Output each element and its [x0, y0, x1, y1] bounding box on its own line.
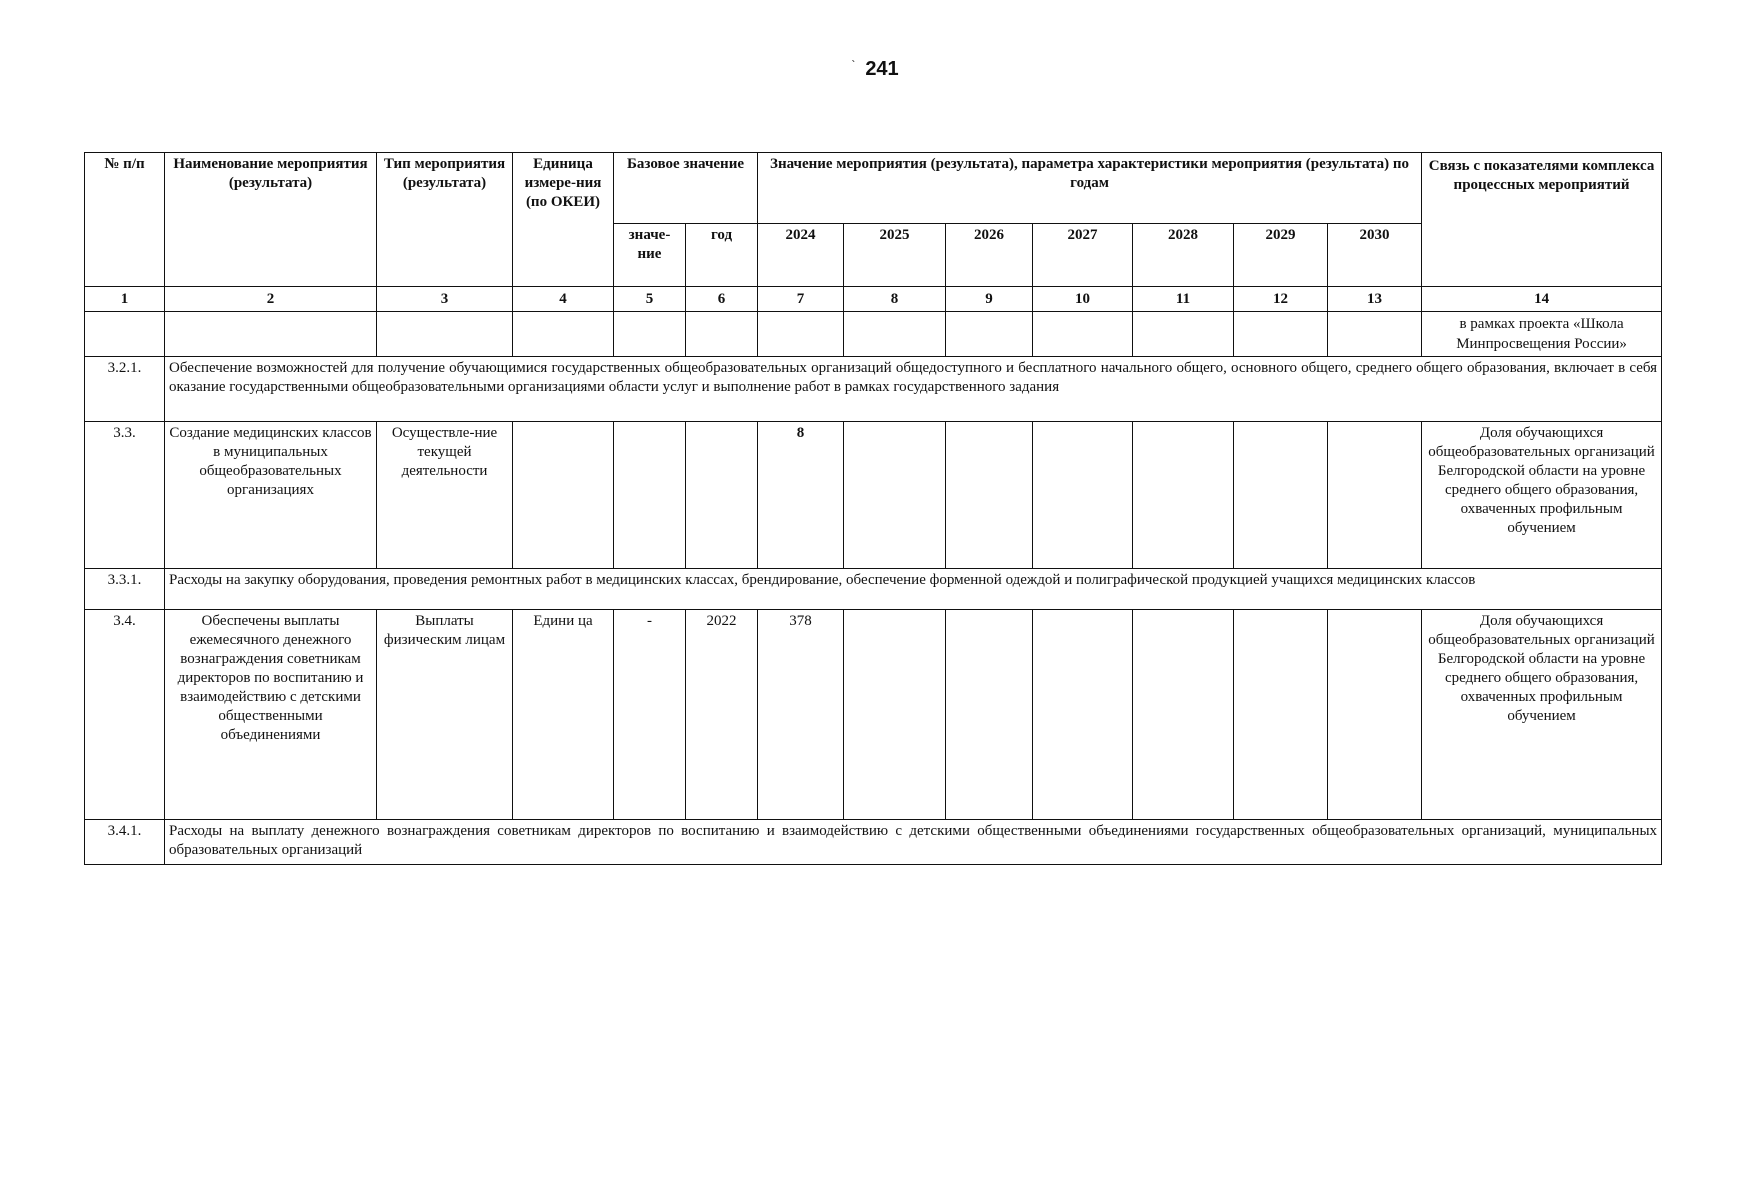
column-number: 10: [1033, 287, 1133, 312]
header-type: Тип мероприятия (результата): [377, 153, 513, 287]
header-link: Связь с показателями комплекса процессных мероприятий: [1422, 153, 1662, 287]
row-number: 3.3.1.: [85, 569, 165, 610]
header-year-2030: 2030: [1328, 224, 1422, 287]
column-number: 14: [1422, 287, 1662, 312]
table-row-3-4: [85, 610, 1662, 820]
base-year: 2022: [686, 610, 758, 820]
column-number: 2: [165, 287, 377, 312]
activity-type: Выплаты физическим лицам: [377, 610, 513, 820]
header-year-2029: 2029: [1234, 224, 1328, 287]
column-number: 11: [1133, 287, 1234, 312]
table-row-3-2-1: [85, 357, 1662, 422]
row-description: Обеспечение возможностей для получение обучающимися государственных общеобразовательных организаций общедоступного и бесплатного начального общего, основного общего, среднего общего образования, включает в себя оказание государственными общеобразовательными организациями области услуг и выполнение работ в рамках государственного задания: [165, 357, 1662, 422]
value-2024: 378: [758, 610, 844, 820]
row-description: Расходы на закупку оборудования, проведения ремонтных работ в медицинских классах, брендирование, обеспечение форменной одеждой и полиграфической продукцией учащихся медицинских классов: [165, 569, 1662, 610]
base-year: [686, 422, 758, 569]
header-year-2025: 2025: [844, 224, 946, 287]
column-number: 3: [377, 287, 513, 312]
column-number: 5: [614, 287, 686, 312]
base-value: -: [614, 610, 686, 820]
table-row-3-3: [85, 422, 1662, 569]
table-row-3-4-1: [85, 820, 1662, 865]
column-number: 1: [85, 287, 165, 312]
row-description: Расходы на выплату денежного вознаграждения советникам директоров по воспитанию и взаимодействию с детскими общественными объединениями государственных общеобразовательных организаций, муниципальных образовательных организаций: [165, 820, 1662, 865]
indicator-link: Доля обучающихся общеобразовательных организаций Белгородской области на уровне среднего общего образования, охваченных профильным обучением: [1422, 422, 1662, 569]
header-year-2027: 2027: [1033, 224, 1133, 287]
continuation-link: в рамках проекта «Школа Минпросвещения России»: [1422, 312, 1662, 357]
page-number: [0, 58, 1760, 81]
column-number-row: [85, 287, 1662, 312]
base-value: [614, 422, 686, 569]
indicator-link: Доля обучающихся общеобразовательных организаций Белгородской области на уровне среднего общего образования, охваченных профильным обучением: [1422, 610, 1662, 820]
row-number: 3.3.: [85, 422, 165, 569]
column-number: 6: [686, 287, 758, 312]
column-number: 13: [1328, 287, 1422, 312]
header-year-2026: 2026: [946, 224, 1033, 287]
header-number: № п/п: [85, 153, 165, 287]
header-base-value: значе-ние: [614, 224, 686, 287]
header-name: Наименование мероприятия (результата): [165, 153, 377, 287]
column-number: 8: [844, 287, 946, 312]
header-years-group: Значение мероприятия (результата), параметра характеристики мероприятия (результата) по годам: [758, 153, 1422, 224]
table-row-3-3-1: [85, 569, 1662, 610]
header-base-group: Базовое значение: [614, 153, 758, 224]
header-row-top: [85, 153, 1662, 224]
page-mark: `: [851, 58, 856, 72]
column-number: 9: [946, 287, 1033, 312]
header-year-2024: 2024: [758, 224, 844, 287]
row-number: 3.2.1.: [85, 357, 165, 422]
header-year-2028: 2028: [1133, 224, 1234, 287]
column-number: 4: [513, 287, 614, 312]
header-unit: Единица измере-ния (по ОКЕИ): [513, 153, 614, 287]
value-2024: 8: [758, 422, 844, 569]
page-number-text: 241: [865, 58, 899, 80]
activity-type: Осуществле-ние текущей деятельности: [377, 422, 513, 569]
column-number: 7: [758, 287, 844, 312]
header-base-year: год: [686, 224, 758, 287]
activity-unit: Едини ца: [513, 610, 614, 820]
row-number: 3.4.: [85, 610, 165, 820]
activity-unit: [513, 422, 614, 569]
column-number: 12: [1234, 287, 1328, 312]
continuation-row: [85, 312, 1662, 357]
activities-table: [84, 152, 1662, 865]
activity-name: Обеспечены выплаты ежемесячного денежного вознаграждения советникам директоров по воспитанию и взаимодействию с детскими общественными объединениями: [165, 610, 377, 820]
row-number: 3.4.1.: [85, 820, 165, 865]
activity-name: Создание медицинских классов в муниципальных общеобразовательных организациях: [165, 422, 377, 569]
